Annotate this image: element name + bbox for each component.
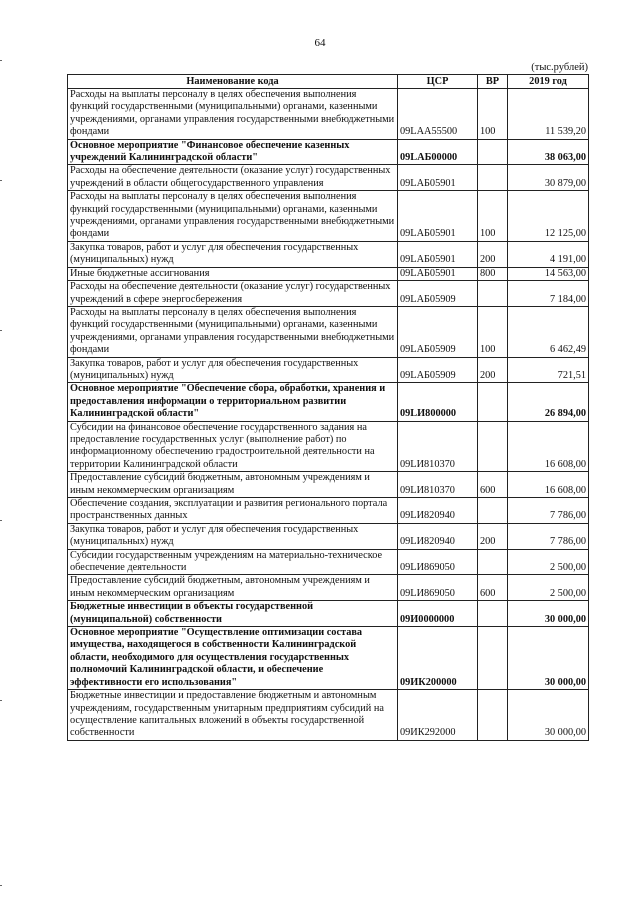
amount-cell: 16 608,00 bbox=[508, 472, 589, 498]
csr-cell: 09LAБ00000 bbox=[398, 139, 478, 165]
vr-cell bbox=[478, 421, 508, 472]
amount-cell: 721,51 bbox=[508, 357, 589, 383]
amount-cell: 7 184,00 bbox=[508, 281, 589, 307]
units-label: (тыс.рублей) bbox=[531, 62, 588, 73]
table-row bbox=[68, 89, 589, 140]
csr-cell: 09ИК200000 bbox=[398, 627, 478, 690]
csr-cell: 09И0000000 bbox=[398, 601, 478, 627]
margin-mark bbox=[0, 60, 2, 61]
margin-mark bbox=[0, 700, 2, 701]
table-row bbox=[68, 421, 589, 472]
amount-cell: 12 125,00 bbox=[508, 191, 589, 242]
table-row bbox=[68, 498, 589, 524]
name-cell: Бюджетные инвестиции и предоставление бюджетным и автономным учреждениям, государственным унитарным предприятиям субсидий на осуществление капитальных вложений в объекты государственной собственности bbox=[68, 690, 398, 741]
table-row bbox=[68, 690, 589, 741]
vr-cell bbox=[478, 165, 508, 191]
header-vr: ВР bbox=[478, 75, 508, 89]
vr-cell: 800 bbox=[478, 267, 508, 280]
amount-cell: 2 500,00 bbox=[508, 575, 589, 601]
header-name: Наименование кода bbox=[68, 75, 398, 89]
table-row bbox=[68, 601, 589, 627]
table-row bbox=[68, 139, 589, 165]
page-number: 64 bbox=[314, 37, 326, 49]
margin-mark bbox=[0, 180, 2, 181]
csr-cell: 09LИ820940 bbox=[398, 498, 478, 524]
amount-cell: 30 879,00 bbox=[508, 165, 589, 191]
table-row bbox=[68, 472, 589, 498]
csr-cell: 09LИ869050 bbox=[398, 549, 478, 575]
table-row bbox=[68, 306, 589, 357]
name-cell: Основное мероприятие "Финансовое обеспечение казенных учреждений Калининградской области" bbox=[68, 139, 398, 165]
name-cell: Предоставление субсидий бюджетным, автономным учреждениям и иным некоммерческим организациям bbox=[68, 575, 398, 601]
csr-cell: 09LAБ05901 bbox=[398, 165, 478, 191]
amount-cell: 6 462,49 bbox=[508, 306, 589, 357]
table-header-row bbox=[68, 75, 589, 89]
table-row bbox=[68, 575, 589, 601]
vr-cell: 200 bbox=[478, 357, 508, 383]
amount-cell: 30 000,00 bbox=[508, 690, 589, 741]
name-cell: Расходы на выплаты персоналу в целях обеспечения выполнения функций государственными (муниципальными) органами, казенными учреждениями, органами управления государственными внебюджетными фондами bbox=[68, 191, 398, 242]
table-row bbox=[68, 549, 589, 575]
amount-cell: 7 786,00 bbox=[508, 498, 589, 524]
name-cell: Обеспечение создания, эксплуатации и развития регионального портала пространственных данных bbox=[68, 498, 398, 524]
csr-cell: 09LAБ05909 bbox=[398, 306, 478, 357]
table-row bbox=[68, 357, 589, 383]
name-cell: Закупка товаров, работ и услуг для обеспечения государственных (муниципальных) нужд bbox=[68, 241, 398, 267]
vr-cell bbox=[478, 498, 508, 524]
csr-cell: 09LИ869050 bbox=[398, 575, 478, 601]
amount-cell: 38 063,00 bbox=[508, 139, 589, 165]
vr-cell bbox=[478, 549, 508, 575]
name-cell: Расходы на выплаты персоналу в целях обеспечения выполнения функций государственными (муниципальными) органами, казенными учреждениями, органами управления государственными внебюджетными фондами bbox=[68, 89, 398, 140]
budget-table bbox=[67, 74, 589, 741]
vr-cell bbox=[478, 690, 508, 741]
name-cell: Расходы на обеспечение деятельности (оказание услуг) государственных учреждений в области общегосударственного управления bbox=[68, 165, 398, 191]
amount-cell: 14 563,00 bbox=[508, 267, 589, 280]
name-cell: Расходы на выплаты персоналу в целях обеспечения выполнения функций государственными (муниципальными) органами, казенными учреждениями, органами управления государственными внебюджетными фондами bbox=[68, 306, 398, 357]
name-cell: Основное мероприятие "Осуществление оптимизации состава имущества, находящегося в собственности Калининградской области, необходимого для осуществления государственных полномочий Калининградской области, и обеспечение эффективности его использования" bbox=[68, 627, 398, 690]
amount-cell: 30 000,00 bbox=[508, 601, 589, 627]
table-row bbox=[68, 383, 589, 421]
csr-cell: 09LAA55500 bbox=[398, 89, 478, 140]
name-cell: Бюджетные инвестиции в объекты государственной (муниципальной) собственности bbox=[68, 601, 398, 627]
vr-cell: 100 bbox=[478, 306, 508, 357]
table-row bbox=[68, 241, 589, 267]
name-cell: Основное мероприятие "Обеспечение сбора, обработки, хранения и предоставления информации о территориальном развитии Калининградской области" bbox=[68, 383, 398, 421]
vr-cell: 200 bbox=[478, 241, 508, 267]
name-cell: Закупка товаров, работ и услуг для обеспечения государственных (муниципальных) нужд bbox=[68, 523, 398, 549]
amount-cell: 30 000,00 bbox=[508, 627, 589, 690]
amount-cell: 4 191,00 bbox=[508, 241, 589, 267]
csr-cell: 09LAБ05901 bbox=[398, 191, 478, 242]
amount-cell: 11 539,20 bbox=[508, 89, 589, 140]
margin-mark bbox=[0, 520, 2, 521]
name-cell: Субсидии государственным учреждениям на материально-техническое обеспечение деятельности bbox=[68, 549, 398, 575]
amount-cell: 2 500,00 bbox=[508, 549, 589, 575]
table-row bbox=[68, 627, 589, 690]
csr-cell: 09LAБ05901 bbox=[398, 241, 478, 267]
table-row bbox=[68, 165, 589, 191]
vr-cell bbox=[478, 139, 508, 165]
vr-cell bbox=[478, 601, 508, 627]
name-cell: Предоставление субсидий бюджетным, автономным учреждениям и иным некоммерческим организациям bbox=[68, 472, 398, 498]
csr-cell: 09LИ810370 bbox=[398, 472, 478, 498]
vr-cell bbox=[478, 383, 508, 421]
vr-cell: 200 bbox=[478, 523, 508, 549]
table-row bbox=[68, 281, 589, 307]
table-body bbox=[68, 89, 589, 741]
csr-cell: 09LИ810370 bbox=[398, 421, 478, 472]
vr-cell: 600 bbox=[478, 575, 508, 601]
vr-cell bbox=[478, 281, 508, 307]
vr-cell: 100 bbox=[478, 89, 508, 140]
table-row bbox=[68, 523, 589, 549]
header-csr: ЦСР bbox=[398, 75, 478, 89]
header-year: 2019 год bbox=[508, 75, 589, 89]
table-row bbox=[68, 267, 589, 280]
csr-cell: 09LИ820940 bbox=[398, 523, 478, 549]
name-cell: Субсидии на финансовое обеспечение государственного задания на предоставление государственных услуг (выполнение работ) по информационному обеспечению градостроительной деятельности на территории Калининградской области bbox=[68, 421, 398, 472]
csr-cell: 09LAБ05901 bbox=[398, 267, 478, 280]
margin-mark bbox=[0, 885, 2, 886]
csr-cell: 09LAБ05909 bbox=[398, 281, 478, 307]
csr-cell: 09LAБ05909 bbox=[398, 357, 478, 383]
csr-cell: 09LИ800000 bbox=[398, 383, 478, 421]
table-row bbox=[68, 191, 589, 242]
vr-cell: 600 bbox=[478, 472, 508, 498]
vr-cell: 100 bbox=[478, 191, 508, 242]
csr-cell: 09ИК292000 bbox=[398, 690, 478, 741]
amount-cell: 7 786,00 bbox=[508, 523, 589, 549]
amount-cell: 26 894,00 bbox=[508, 383, 589, 421]
vr-cell bbox=[478, 627, 508, 690]
amount-cell: 16 608,00 bbox=[508, 421, 589, 472]
name-cell: Иные бюджетные ассигнования bbox=[68, 267, 398, 280]
margin-mark bbox=[0, 330, 2, 331]
name-cell: Расходы на обеспечение деятельности (оказание услуг) государственных учреждений в сфере энергосбережения bbox=[68, 281, 398, 307]
name-cell: Закупка товаров, работ и услуг для обеспечения государственных (муниципальных) нужд bbox=[68, 357, 398, 383]
